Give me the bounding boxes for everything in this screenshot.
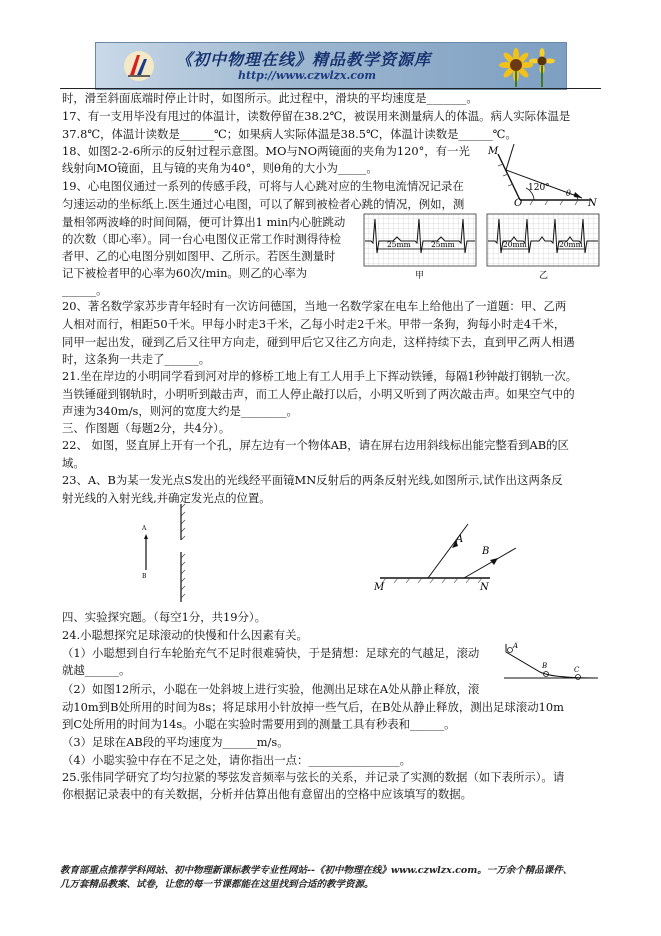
screen-diagram-22 xyxy=(138,500,198,604)
header-banner xyxy=(95,42,567,90)
label-N: N xyxy=(588,198,597,206)
label-a: A xyxy=(142,525,147,532)
text-line: 22、 如图，竖直屏上开有一个孔，屏左边有一个物体AB，请在屏右边用斜线标出能完整看到AB的区 xyxy=(62,438,569,452)
text-line: 的次数（即心率）。同一台心电图仪正常工作时测得待检 xyxy=(62,232,342,246)
sunflower-icon xyxy=(496,45,558,87)
text-line: 就越______。 xyxy=(62,663,131,677)
ecg-distance-label: 20mm xyxy=(503,240,527,249)
label-A: A xyxy=(513,642,519,650)
label-M: M xyxy=(488,146,499,157)
text-line: 同甲一起出发，碰到乙后又往甲方向走，碰到甲后它又往乙方向走，这样持续下去，直到甲乙两人相遇 xyxy=(62,335,575,349)
ecg-distance-label: 25mm xyxy=(431,240,455,249)
text-line: 域。 xyxy=(62,456,85,470)
text-line: 17、有一支用毕没有甩过的体温计，读数停留在38.2℃，被误用来测量病人的体温。病人实际体温是 xyxy=(62,109,571,123)
text-line: 20、著名数学家苏步青年轻时有一次访问德国，当地一名数学家在电车上给他出了一道题：甲、乙两 xyxy=(62,299,567,313)
ecg-label-jia: 甲 xyxy=(415,271,425,279)
header-rule xyxy=(60,88,601,89)
text-line: 动10m到B处所用的时间为8s；将足球用小针放掉一些气后，在B处从静止释放，测出足球滚动10m xyxy=(62,700,564,714)
text-line: 时，滑至斜面底端时停止计时，如图所示。此过程中，滑块的平均速度是_______。 xyxy=(62,91,478,105)
text-line: 21.坐在岸边的小明同学看到河对岸的修桥工地上有工人用手上下挥动铁锤，每隔1秒钟敲打钢轨一次。 xyxy=(62,369,578,383)
ecg-figures xyxy=(363,213,601,279)
footer-line: 教育部重点推荐学科网站、初中物理新课标教学专业性网站--《初中物理在线》www.czwlzx.com。一万余个精品课件、 xyxy=(60,865,573,876)
banner-url[interactable]: http://www.czwlzx.com xyxy=(238,69,376,82)
slope-diagram-24 xyxy=(500,638,600,684)
text-line: 射光线的入射光线,并确定发光点的位置。 xyxy=(62,491,271,505)
banner-title: 《初中物理在线》精品教学资源库 xyxy=(176,50,432,69)
text-line: （2）如图12所示，小聪在一处斜坡上进行实验，他测出足球在A处从静止释放，滚 xyxy=(62,682,480,696)
ecg-distance-label: 25mm xyxy=(387,240,411,249)
text-line: （4）小聪实验中存在不足之处，请你指出一点：________________。 xyxy=(62,753,411,767)
text-line: 当铁锤碰到钢轨时，小明听到敲击声，而工人停止敲打以后，小明又听到了两次敲击声。如果空气中的 xyxy=(62,387,575,401)
label-A: A xyxy=(456,534,464,545)
text-line: 到C处所用的时间为14s。小聪在实验时需要用到的测量工具有秒表和______。 xyxy=(62,717,456,731)
mirror-diagram-23 xyxy=(370,520,530,594)
label-B: B xyxy=(542,662,548,670)
text-line: 记下被检者甲的心率为60次/min。则乙的心率为 xyxy=(62,266,308,280)
text-line: 人相对而行，相距50千米。甲每小时走3千米，乙每小时走2千米。甲带一条狗，狗每小时走4千米， xyxy=(62,317,566,331)
text-line: （1）小聪想到自行车轮胎充气不足时很难骑快，于是猜想：足球充的气越足，滚动 xyxy=(62,646,480,660)
theta-label: θ xyxy=(566,189,571,198)
text-line: ______。 xyxy=(62,283,108,297)
text-line: 匀速运动的坐标纸上.医生通过心电图，可以了解到被检者心跳的情况，例如，测 xyxy=(62,197,465,211)
label-M: M xyxy=(374,582,385,593)
site-logo-icon xyxy=(122,49,156,83)
label-b: B xyxy=(142,573,147,580)
ecg-label-yi: 乙 xyxy=(539,271,549,279)
section-heading: 四、实验探究题。（每空1分，共19分）。 xyxy=(62,610,266,624)
text-line: 量相邻两波峰的时间间隔，便可计算出1 min内心脏跳动 xyxy=(62,215,346,229)
label-O: O xyxy=(514,198,523,206)
text-line: 19、心电图仪通过一系列的传感手段，可将与人心跳对应的生物电流情况记录在 xyxy=(62,179,464,193)
ecg-distance-label: 20mm xyxy=(559,240,583,249)
text-line: （3）足球在AB段的平均速度为______m/s。 xyxy=(62,735,289,749)
text-line: 者甲、乙的心电图分别如图甲、乙所示。若医生测量时 xyxy=(62,249,336,263)
text-line: 24.小聪想探究足球滚动的快慢和什么因素有关。 xyxy=(62,628,308,642)
footer-line: 几万套精品教案、试卷，让您的每一节课都能在这里找到合适的教学资源。 xyxy=(60,879,374,890)
text-line: 你根据记录表中的有关数据，分析并估算出他有意留出的空格中应该填写的数据。 xyxy=(62,787,473,801)
mirror-diagram-18 xyxy=(478,140,598,206)
section-heading: 三、作图题（每题2分，共4分）。 xyxy=(62,421,231,435)
text-line: 声速为340m/s，则河的宽度大约是________。 xyxy=(62,404,298,418)
label-B: B xyxy=(482,546,490,557)
text-line: 18、如图2-2-6所示的反射过程示意图。MO与NO两镜面的夹角为120°，有一光 xyxy=(62,144,470,158)
label-N: N xyxy=(480,582,489,593)
text-line: 23、A、B为某一发光点S发出的光线经平面镜MN反射后的两条反射光线,如图所示,试作出这两条反 xyxy=(62,473,563,487)
text-line: 线射向MO镜面，且与镜的夹角为40°，则θ角的大小为_____。 xyxy=(62,161,378,175)
text-line: 25.张伟同学研究了均匀拉紧的琴弦发音频率与弦长的关系，并记录了实测的数据（如下表所示）。请 xyxy=(62,770,565,784)
label-C: C xyxy=(574,666,580,674)
angle-label: 120° xyxy=(528,183,550,193)
text-line: 37.8℃，体温计读数是______℃；如果病人实际体温是38.5℃，体温计读数是______℃。 xyxy=(62,127,517,141)
text-line: 时，这条狗一共走了______。 xyxy=(62,352,211,366)
page-footer xyxy=(60,864,572,892)
